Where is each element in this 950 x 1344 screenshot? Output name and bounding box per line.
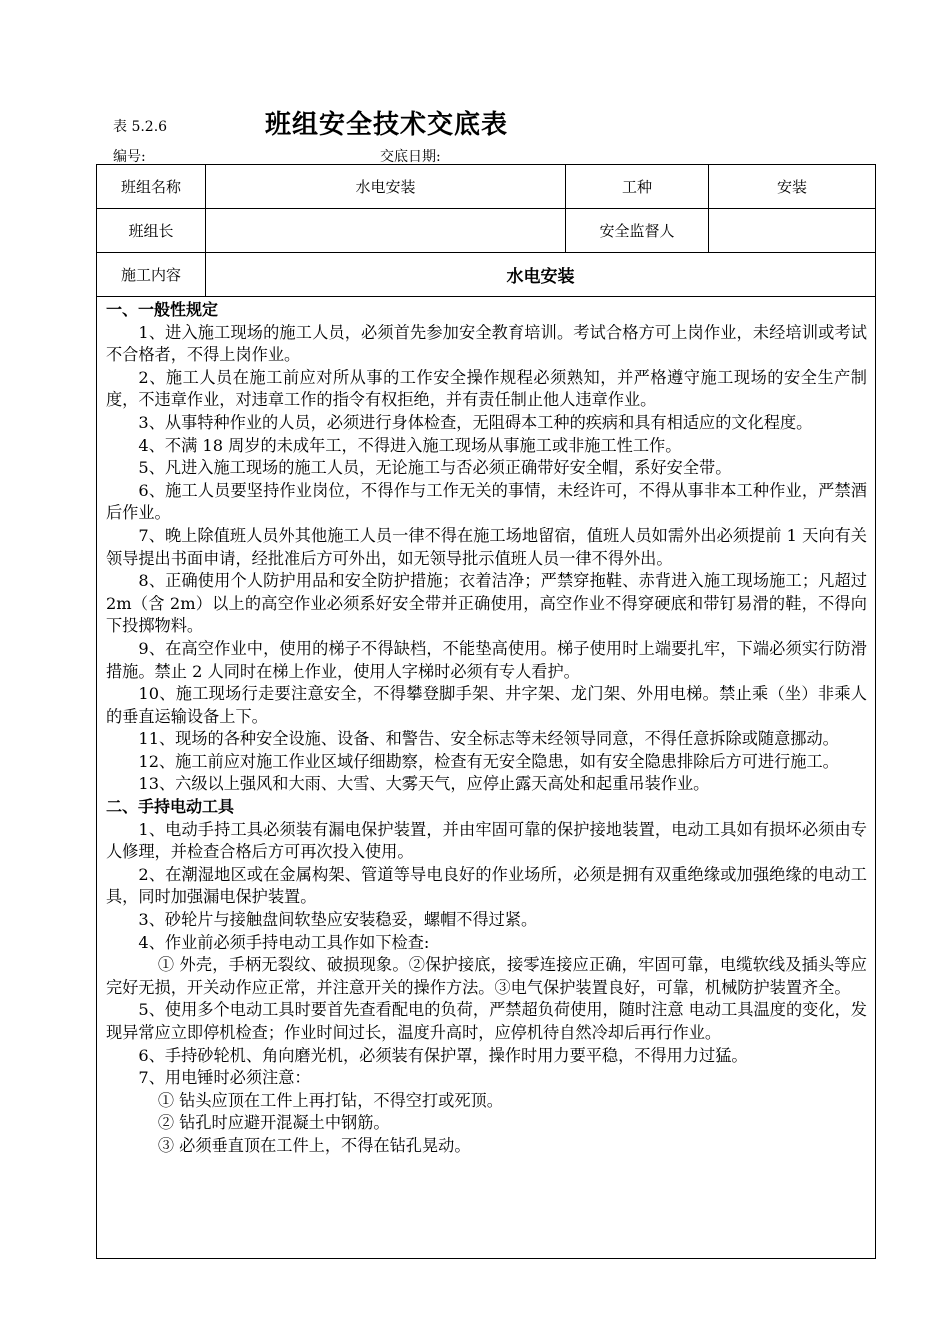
list-item: 1、电动手持工具必须装有漏电保护装置，并由牢固可靠的保护接地装置，电动工具如有损坏必须由专人修理，并检查合格后方可再次投入使用。 (106, 819, 867, 862)
list-item: 3、砂轮片与接触盘间软垫应安装稳妥，螺帽不得过紧。 (138, 910, 538, 930)
disclosure-body (97, 297, 875, 1158)
list-item: 5、使用多个电动工具时要首先查看配电的负荷，严禁超负荷使用，随时注意 电动工具温度的变化，发现异常应立即停机检查；作业时间过长，温度升高时，应停机待自然冷却后再行作业。 (106, 1000, 867, 1042)
trade-label: 工种 (566, 165, 709, 209)
supervisor-label: 安全监督人 (566, 209, 709, 253)
supervisor-value (709, 209, 876, 253)
list-item: 2、在潮湿地区或在金属构架、管道等导电良好的作业场所，必须是拥有双重绝缘或加强绝缘的电动工具，同时加强漏电保护装置。 (106, 864, 867, 907)
page-title: 班组安全技术交底表 (265, 110, 509, 140)
list-item: 5、凡进入施工现场的施工人员，无论施工与否必须正确带好安全帽，系好安全带。 (138, 458, 732, 478)
content-label: 施工内容 (97, 253, 206, 297)
section-heading: 一、一般性规定 (106, 300, 219, 319)
list-item: 7、晚上除值班人员外其他施工人员一律不得在施工场地留宿，值班人员如需外出必须提前 1 天向有关领导提出书面申请，经批准后方可外出，如无领导批示值班人员一律不得外出。 (106, 525, 867, 568)
leader-label: 班组长 (97, 209, 206, 253)
drill-note: ② 钻孔时应避开混凝土中钢筋。 (157, 1113, 390, 1133)
list-item: 2、施工人员在施工前应对所从事的工作安全操作规程必须熟知，并严格遵守施工现场的安全生产制度，不违章作业，对违章工作的指令有权拒绝，并有责任制止他人违章作业。 (106, 367, 867, 410)
info-table (97, 165, 875, 297)
list-item: 1、进入施工现场的施工人员，必须首先参加安全教育培训。考试合格方可上岗作业，未经培训或考试不合格者，不得上岗作业。 (106, 322, 867, 365)
content-value: 水电安装 (206, 253, 876, 297)
leader-value (206, 209, 566, 253)
list-item: 10、施工现场行走要注意安全，不得攀登脚手架、井字架、龙门架、外用电梯。禁止乘（坐）非乘人的垂直运输设备上下。 (106, 684, 867, 726)
list-item: 9、在高空作业中，使用的梯子不得缺档，不能垫高使用。梯子使用时上端要扎牢，下端必须实行防滑措施。禁止 2 人同时在梯上作业，使用人字梯时必须有专人看护。 (106, 638, 867, 681)
table-code: 表 5.2.6 (113, 119, 168, 135)
number-label: 编号: (113, 149, 146, 165)
list-item: 4、作业前必须手持电动工具作如下检查: (138, 932, 430, 952)
team-name-value: 水电安装 (206, 165, 566, 209)
list-item: 12、施工前应对施工作业区域仔细勘察，检查有无安全隐患，如有安全隐患排除后方可进行施工。 (138, 751, 839, 771)
list-item: 11、现场的各种安全设施、设备、和警告、安全标志等未经领导同意，不得任意拆除或随意挪动。 (138, 729, 839, 749)
list-item: 8、正确使用个人防护用品和安全防护措施；衣着洁净；严禁穿拖鞋、赤背进入施工现场施工；凡超过 2m（含 2m）以上的高空作业必须系好安全带并正确使用，高空作业不得穿硬底和带钉易滑的鞋，不得向下投掷物料。 (106, 571, 867, 636)
list-item: 13、六级以上强风和大雨、大雪、大雾天气，应停止露天高处和起重吊装作业。 (138, 774, 710, 794)
date-label: 交底日期: (380, 149, 441, 165)
check-detail: ① 外壳，手柄无裂纹、破损现象。②保护接底，接零连接应正确，牢固可靠，电缆软线及插头等应完好无损，开关动作应正常，并注意开关的操作方法。③电气保护装置良好，可靠，机械防护装置齐全。 (106, 955, 867, 997)
section-heading: 二、手持电动工具 (106, 797, 235, 817)
list-item: 7、用电锤时必须注意： (138, 1068, 311, 1088)
list-item: 4、不满 18 周岁的未成年工，不得进入施工现场从事施工或非施工性工作。 (138, 435, 682, 455)
drill-note: ① 钻头应顶在工件上再打钻，不得空打或死顶。 (157, 1090, 503, 1110)
list-item: 6、手持砂轮机、角向磨光机，必须装有保护罩，操作时用力要平稳，不得用力过猛。 (138, 1045, 748, 1065)
list-item: 6、施工人员要坚持作业岗位，不得作与工作无关的事情，未经许可，不得从事非本工种作业，严禁酒后作业。 (106, 480, 867, 523)
team-name-label: 班组名称 (97, 165, 206, 209)
list-item: 3、从事特种作业的人员，必须进行身体检查，无阻碍本工种的疾病和具有相适应的文化程度。 (138, 412, 813, 432)
disclosure-form (96, 164, 876, 1259)
trade-value: 安装 (709, 165, 876, 209)
drill-note: ③ 必须垂直顶在工件上，不得在钻孔晃动。 (157, 1135, 471, 1155)
